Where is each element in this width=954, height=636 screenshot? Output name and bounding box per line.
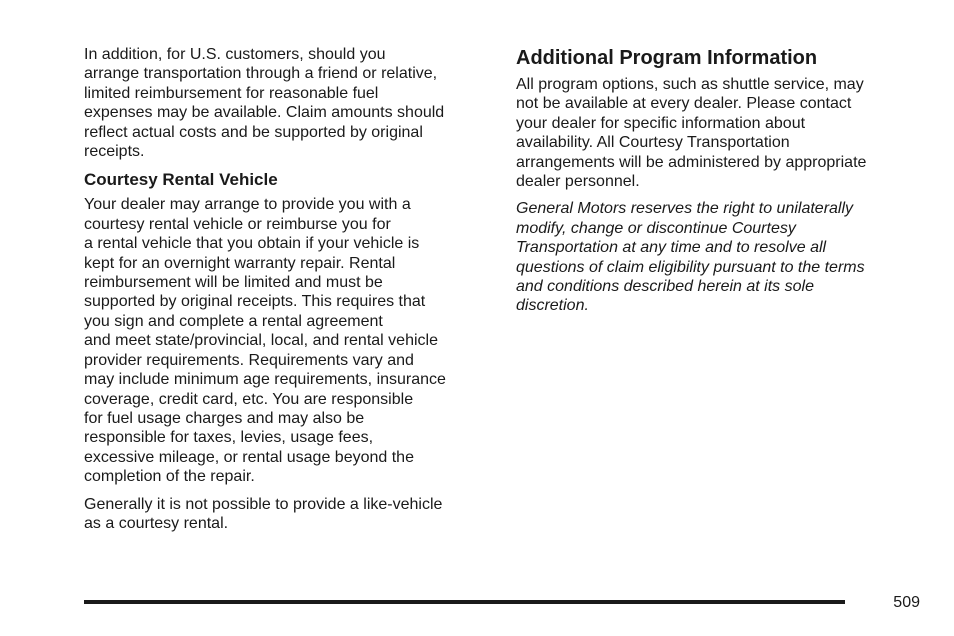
courtesy-rental-heading: Courtesy Rental Vehicle [84, 170, 278, 190]
like-vehicle-paragraph: Generally it is not possible to provide a like-vehicle as a courtesy rental. [84, 495, 443, 532]
right-column [516, 45, 916, 316]
courtesy-rental-paragraph: Your dealer may arrange to provide you with a courtesy rental vehicle or reimburse you for a rental vehicle that you obtain if your vehicle is kept for an overnight warranty repair. Rental reimbursement will be limited and must be supported by original receipts. This requires that you sign and complete a rental agreement and meet state/provincial, local, and rental vehicle provider requirements. Requirements vary and may include minimum age requirements, insurance coverage, credit card, etc. You are responsible for fuel usage charges and may also be responsible for taxes, levies, usage fees, excessive mileage, or rental usage beyond the completion of the repair. [84, 196, 446, 486]
additional-program-heading: Additional Program Information [516, 47, 818, 69]
page-number: 509 [893, 594, 920, 611]
fuel-reimbursement-paragraph: In addition, for U.S. customers, should you arrange transportation through a friend or relative, limited reimbursement for reasonable fuel expenses may be available. Claim amounts should reflect actual costs and be supported by original receipts. [84, 46, 445, 161]
footer-rule [84, 600, 845, 604]
left-column [84, 45, 494, 533]
gm-disclaimer-paragraph: General Motors reserves the right to unilaterally modify, change or discontinue Courtesy Transportation at any time and to resolve all questions of claim eligibility pursuant to the terms and conditions described herein at its sole discretion. [516, 200, 865, 315]
program-options-paragraph: All program options, such as shuttle service, may not be available at every dealer. Please contact your dealer for specific information about availability. All Courtesy Transportation arrangements will be administered by appropriate dealer personnel. [516, 76, 867, 191]
